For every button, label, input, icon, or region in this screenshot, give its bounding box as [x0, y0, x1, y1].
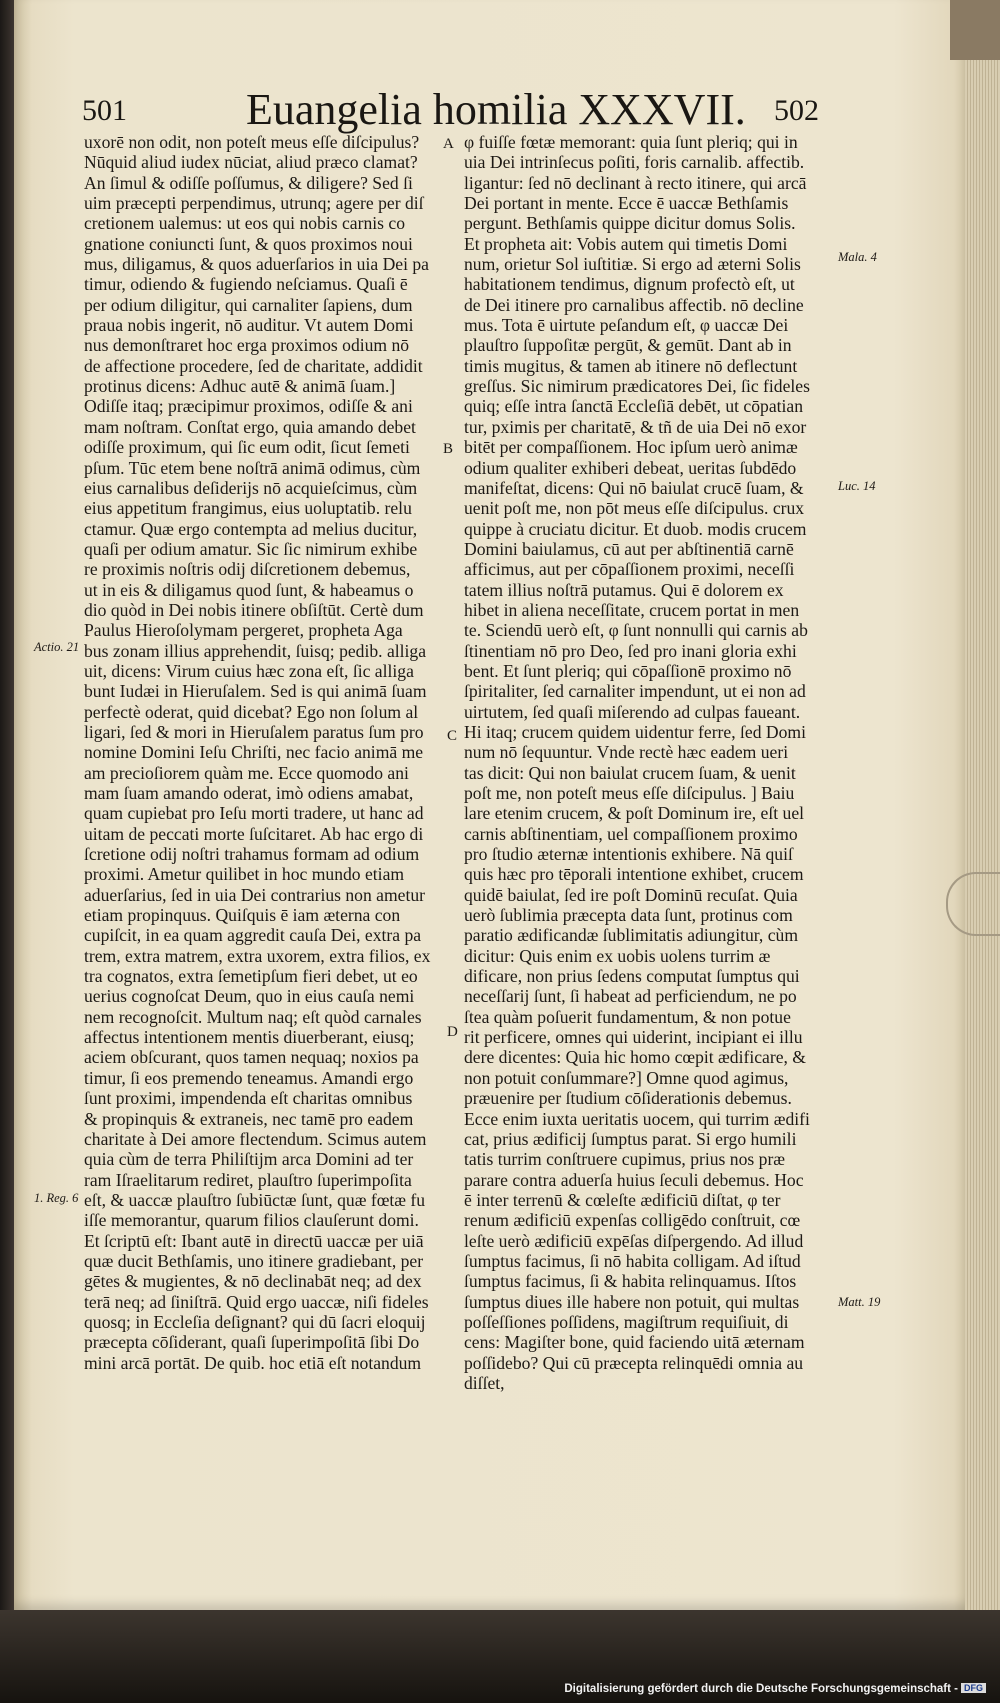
- text-line: neceſſarij ſunt, ſi habeat ad perficiendum, ne po: [464, 986, 797, 1007]
- text-line: ut in eis & diligamus quod ſunt, & habeamus o: [84, 579, 414, 600]
- marginal-note-matt: Matt. 19: [838, 1295, 881, 1309]
- text-line: habitationem tendimus, dignum profectò eſt, ut: [464, 274, 795, 295]
- marginal-note-actio: Actio. 21: [34, 640, 80, 654]
- text-line: cretionem ualemus: ut eos qui nobis carnis co: [84, 213, 406, 234]
- credit-text: Digitalisierung gefördert durch die Deutsche Forschungsgemeinschaft -: [564, 1683, 958, 1695]
- text-line: quippe à cruciatu dicitur. Et duob. modis crucem: [464, 518, 807, 539]
- text-line: ſunt proximi, impendenda eſt charitas omnibus: [84, 1088, 413, 1109]
- previous-leaf-edge: [0, 0, 14, 1703]
- text-line: tra cognatos, extra ſemetipſum fieri debet, ut eo: [84, 966, 418, 987]
- text-line: uia Dei intrinſecus poſiti, foris carnalib. affectib.: [464, 152, 805, 173]
- folio-number-left: 501: [82, 94, 127, 127]
- text-line: renum ædificiū expenſas colligēdo conſtruit, cœ: [464, 1210, 801, 1231]
- text-line: quæ ducit Bethſamis, uno itinere gradiebant, per: [84, 1250, 424, 1271]
- fore-edge-pages: [965, 0, 1000, 1610]
- text-line: bunt Iudæi in Hieruſalem. Sed is qui animā ſuam: [84, 681, 427, 702]
- text-line: pſum. Tūc etem bene noſtrā animā odimus, cùm: [84, 457, 421, 478]
- text-line: tas dicit: Qui non baiulat crucem ſuam, & uenit: [464, 762, 796, 783]
- text-line: cat, prius ædificij ſumptus parat. Si ergo humili: [464, 1128, 797, 1149]
- text-line: uim præcepti perpendimus, utrunq; agere per diſ: [84, 193, 424, 214]
- text-line: Dei portant in mente. Ecce ē uaccæ Bethſamis: [464, 193, 789, 214]
- text-line: cupiſcit, in ea quam aggredit cauſa Dei, extra pa: [84, 925, 422, 946]
- text-line: timur, odiendo & fugiendo neſciamus. Quaſi ē: [84, 274, 408, 295]
- text-line: odium qualiter exhiberi debeat, ueritas ſubdēdo: [464, 457, 797, 478]
- text-line: poſſidebo? Qui cū præcepta relinquēdi omnia au: [464, 1352, 804, 1373]
- text-line: nomine Domini Ieſu Chriſti, nec facio animā me: [84, 742, 424, 763]
- text-line: iſſe memorantur, quarum filios clauſerunt domi.: [84, 1210, 419, 1231]
- text-line: Nūquid aliud iudex nūciat, aliud præco clamat?: [84, 152, 418, 173]
- text-line: aciem obſcurant, quos tamen nequaq; noxios pa: [84, 1047, 419, 1068]
- text-line: proximi. Ametur quilibet in hoc mundo etiam: [84, 864, 405, 885]
- text-line: uenit poſt me, non pōt meus eſſe diſcipulus. crux: [464, 498, 805, 519]
- text-line: pergunt. Bethſamis quippe dicitur domus Solis.: [464, 213, 796, 234]
- text-line: dicitur: Quis enim ex uobis uolens turrim æ: [464, 945, 771, 966]
- text-line: ſumptus facimus, ſi & habita relinquamus. Iſtos: [464, 1271, 797, 1292]
- text-line: quam cupiebat pro Ieſu morti tradere, ut hanc ad: [84, 803, 424, 824]
- marginal-note-mala: Mala. 4: [838, 250, 877, 264]
- section-letter-a: A: [443, 136, 454, 152]
- text-line: mus, diligamus, & quos aduerſarios in uia Dei pa: [84, 254, 429, 275]
- text-line: aduerſarius, ſed in uia Dei contrarius non ametur: [84, 884, 426, 905]
- text-line: ligari, ſed & mori in Hieruſalem paratus ſum pro: [84, 721, 424, 742]
- text-line: de Dei itinere pro carnalibus affectib. nō decline: [464, 294, 804, 315]
- text-column-left: [84, 132, 438, 1373]
- text-line: manifeſtat, dicens: Qui nō baiulat crucē ſuam, &: [464, 477, 804, 498]
- scan-footer: [0, 1610, 1000, 1703]
- text-line: parare contra aduerſa huius ſeculi debemus. Hoc: [464, 1169, 804, 1190]
- text-line: tur, pximis per charitatē, & tñ de uia Dei nō exor: [464, 416, 807, 437]
- text-line: Hi itaq; crucem quidem uidentur ferre, ſed Domi: [464, 721, 806, 742]
- section-letter-d: D: [447, 1024, 458, 1040]
- text-line: mini arcā portāt. De quib. hoc etiā eſt notandum: [84, 1352, 422, 1373]
- text-line: quidē baiulat, ſed ire poſt Dominū recuſat. Quia: [464, 884, 798, 905]
- folio-number-right: 502: [774, 94, 819, 127]
- text-line: paratio ædificandæ ſublimitatis adiungitur, cùm: [464, 925, 799, 946]
- text-line: affectus intentionem mentis diuerberant, eiusq;: [84, 1027, 415, 1048]
- text-line: timis mugitus, & tamen ab itinere nō deflectunt: [464, 355, 798, 376]
- dfg-logo: DFG: [961, 1683, 986, 1693]
- text-line: Et propheta ait: Vobis autem qui timetis Domi: [464, 233, 788, 254]
- text-line: uirtutem, ſed quaſi miſerendo ad culpas faueant.: [464, 701, 801, 722]
- text-line: quia cùm de terra Philiſtijm arca Domini ad ter: [84, 1149, 414, 1170]
- text-line: uit, dicens: Virum cuius hæc zona eſt, ſic alliga: [84, 660, 414, 681]
- text-line: rit perficere, omnes qui uiderint, incipiant ei illu: [464, 1027, 803, 1048]
- text-line: praua nobis ingerit, nō auditur. Vt autem Domi: [84, 315, 414, 336]
- text-line: hibet in aliena neceſſitate, crucem portat in men: [464, 599, 800, 620]
- text-line: dere dicentes: Quia hic homo cœpit ædificare, &: [464, 1047, 806, 1068]
- text-line: am precioſiorem quàm me. Ecce quomodo ani: [84, 762, 409, 783]
- text-line: bus zonam illius apprehendit, ſuisq; pedib. alliga: [84, 640, 427, 661]
- text-line: quiq; eſſe intra ſanctā Eccleſiā debēt, ut cōpatian: [464, 396, 804, 417]
- text-line: ligantur: ſed nō declinant à recto itinere, qui arcā: [464, 172, 807, 193]
- text-line: pro ſtudio æternæ intentionis exhibere. Nā quiſ: [464, 844, 793, 865]
- text-line: greſſus. Sic nimirum prædicatores Dei, ſic fideles: [464, 376, 810, 397]
- text-line: uitam de peccati morte ſuſcitaret. Ab hac ergo di: [84, 823, 424, 844]
- text-line: bent. Et ſunt pleriq; qui cōpaſſionē proximo nō: [464, 660, 792, 681]
- text-line: tatis turrim conſtruere cupimus, prius nos præ: [464, 1149, 786, 1170]
- text-line: diſſet,: [464, 1372, 505, 1393]
- text-line: poſt me, non poteſt meus eſſe diſcipulus. ] Baiu: [464, 783, 795, 803]
- text-line: te. Sciendū uerò eſt, φ ſunt nonnulli qui carnis ab: [464, 620, 808, 641]
- text-line: præcepta cōſiderant, quaſi ſuperimpoſitā ſibi Do: [84, 1332, 420, 1353]
- text-line: re proximis noſtris odij diſcretionem debemus,: [84, 559, 411, 580]
- text-line: gētes & mugientes, & nō declinabāt neq; ad dex: [84, 1271, 422, 1292]
- text-line: ſtea quàm poſuerit fundamentum, & non potue: [464, 1006, 791, 1027]
- text-line: mus. Tota ē uirtute peſandum eſt, φ uaccæ Dei: [464, 315, 789, 336]
- text-line: trem, extra matrem, extra uxorem, extra filios, ex: [84, 945, 431, 966]
- digitization-credit: [564, 1683, 986, 1695]
- text-line: gnatione coniuncti ſunt, & quos proximos noui: [84, 233, 413, 254]
- text-line: protinus dicens: Adhuc autē & animā ſuam.]: [84, 376, 396, 397]
- text-line: dio quòd in Dei nobis itinere obſiſtūt. Certè dum: [84, 599, 424, 620]
- text-line: non potuit conſummare?] Omne quod agimus,: [464, 1067, 789, 1088]
- text-line: cens: Magiſter bone, quid faciendo uitā æternam: [464, 1332, 805, 1353]
- marginal-note-luc: Luc. 14: [838, 479, 876, 493]
- text-line: ſtinentiam nō pro Deo, ſed pro inani gloria exhi: [464, 640, 797, 661]
- text-line: uxorē non odit, non poteſt meus eſſe diſcipulus?: [84, 132, 420, 152]
- text-line: lare etenim crucem, & poſt Dominum ire, eſt uel: [464, 803, 805, 824]
- text-line: ſumptus facimus, ſi nō habita colligam. Ad iſtud: [464, 1250, 801, 1271]
- clip-outline: [946, 872, 1000, 936]
- section-letter-c: C: [447, 728, 458, 744]
- text-line: num, orietur Sol iuſtitiæ. Si ergo ad æterni Solis: [464, 254, 801, 275]
- text-line: uerius cognoſcat Deum, quo in eius cauſa nemi: [84, 986, 415, 1007]
- text-line: afficimus, aut per cōpaſſionem proximi, neceſſi: [464, 559, 795, 580]
- text-line: Ecce enim iuxta ueritatis uocem, qui turrim ædifi: [464, 1108, 810, 1129]
- text-line: quis hæc pro tēporali intentione exhibet, crucem: [464, 864, 804, 885]
- text-line: Odiſſe itaq; præcipimur proximos, odiſſe & ani: [84, 396, 413, 417]
- text-line: uerò ſublimia præcepta data ſunt, protinus com: [464, 905, 793, 926]
- running-title: Euangelia homilia XXXVII.: [246, 85, 746, 134]
- text-line: eius appetitum frangimus, eius uoluptatib. relu: [84, 498, 412, 519]
- text-line: plauſtro ſuppoſitæ pergūt, & gemūt. Dant ab in: [464, 335, 792, 356]
- text-line: etiam propinquus. Quiſquis ē iam æterna con: [84, 905, 401, 926]
- text-line: quaſi per odium amatur. Sic ſic nimirum exhibe: [84, 538, 418, 559]
- text-line: num nō ſequuntur. Vnde rectè hæc eadem ueri: [464, 742, 789, 763]
- text-line: nus demonſtraret hoc erga proximos odium nō: [84, 335, 410, 356]
- section-letter-b: B: [443, 441, 454, 457]
- text-line: mam noſtram. Conſtat ergo, quia amando debet: [84, 416, 416, 437]
- text-line: tatem illius noſtrā putamus. Qui ē dolorem ex: [464, 579, 784, 600]
- text-line: Domini baiulamus, cū aut per abſtinentiā carnē: [464, 538, 794, 559]
- text-line: ſumptus diues ille habere non potuit, qui multas: [464, 1291, 800, 1312]
- text-line: & propinquis & extraneis, nec tamē pro eadem: [84, 1108, 414, 1129]
- text-line: carnis abſtinentiam, uel compaſſionem proximo: [464, 823, 798, 844]
- text-line: per odium diligitur, qui carnaliter ſapiens, dum: [84, 294, 413, 315]
- text-line: poſſeſſiones poſſidens, magiſtrum requiſiuit, di: [464, 1311, 789, 1332]
- text-line: de affectione procedere, ſed de charitate, addidit: [84, 355, 423, 376]
- text-line: leſte uerò ædificiū expēſas diſpergendo. Ad illud: [464, 1230, 804, 1251]
- text-line: bitēt per compaſſionem. Hoc ipſum uerò animæ: [464, 437, 798, 458]
- text-line: ſpiritaliter, ſed carnaliter impendunt, ut ei non ad: [464, 681, 806, 702]
- text-line: eius carnalibus deſiderijs nō acquieſcimus, cùm: [84, 477, 418, 498]
- text-line: ctamur. Quæ ergo contempta ad melius ducitur,: [84, 518, 418, 539]
- text-line: eſt, & uaccæ plauſtro ſubiūctæ ſunt, quæ fœtæ fu: [84, 1189, 426, 1210]
- text-line: odiſſe proximum, qui ſic eum odit, ſicut ſemeti: [84, 437, 410, 458]
- text-line: ē inter terrenū & cœleſte ædificiū diſtat, φ ter: [464, 1189, 781, 1210]
- text-line: dificare, non prius ſedens computat ſumptus qui: [464, 966, 800, 987]
- text-line: φ fuiſſe fœtæ memorant: quia ſunt pleriq; qui in: [464, 132, 798, 152]
- text-line: Et ſcriptū eſt: Ibant autē in directū uaccæ per uiā: [84, 1230, 424, 1251]
- text-line: ſcretione odij noſtri trahamus formam ad odium: [84, 844, 420, 865]
- text-line: mam ſuam amando oderat, imò odiens amabat,: [84, 783, 414, 803]
- text-column-right: [464, 132, 824, 1393]
- page-edge-corner: [950, 0, 1000, 60]
- text-line: Paulus Hieroſolymam pergeret, propheta Aga: [84, 620, 403, 641]
- text-line: ram Iſraelitarum rediret, plauſtro ſuperimpoſita: [84, 1169, 412, 1190]
- text-line: perfectè oderat, quid dicebat? Ego non ſolum al: [84, 701, 419, 722]
- text-line: præuenire per ſtudium cōſiderationis debemus.: [464, 1088, 792, 1109]
- text-line: quosq; in Eccleſia deſignant? qui dū ſacri eloquij: [84, 1311, 426, 1332]
- text-line: terā neq; ad ſiniſtrā. Quid ergo uaccæ, niſi fideles: [84, 1291, 429, 1312]
- text-line: nem recognoſcit. Multum naq; eſt quòd carnales: [84, 1006, 422, 1027]
- marginal-note-reg: 1. Reg. 6: [34, 1191, 79, 1205]
- text-line: An ſimul & odiſſe poſſumus, & diligere? Sed ſi: [84, 172, 413, 193]
- text-line: charitate à Dei amore flectendum. Scimus autem: [84, 1128, 427, 1149]
- text-line: timur, ſi eos premendo teneamus. Amandi ergo: [84, 1067, 414, 1088]
